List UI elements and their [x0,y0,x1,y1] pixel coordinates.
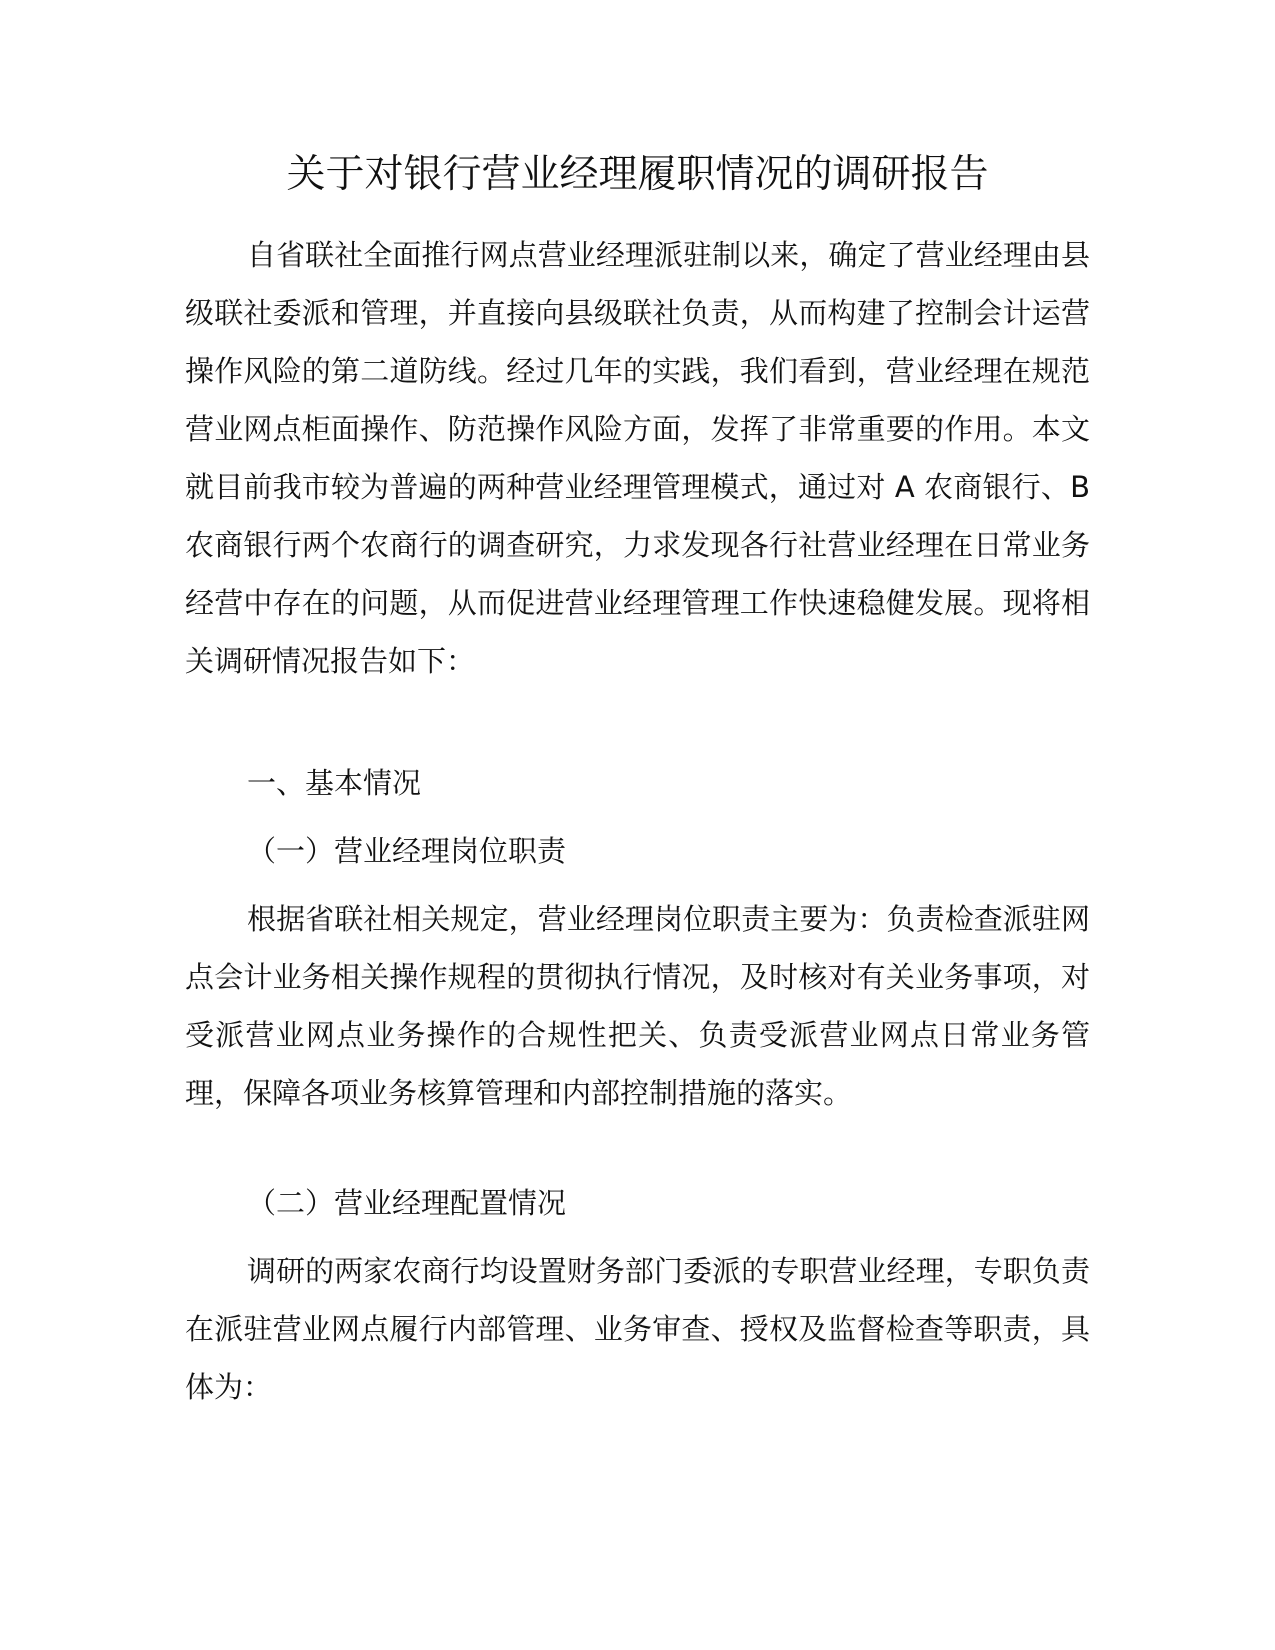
document-title: 关于对银行营业经理履职情况的调研报告 [286,152,989,197]
intro-paragraph: 自省联社全面推行网点营业经理派驻制以来，确定了营业经理由县级联社委派和管理，并直接向县级联社负责，从而构建了控制会计运营操作风险的第二道防线。经过几年的实践，我们看到，营业经理在规范营业网点柜面操作、防范操作风险方面，发挥了非常重要的作用。本文就目前我市较为普遍的两种营业经理管理模式，通过对 A 农商银行、B 农商银行两个农商行的调查研究，力求发现各行社营业经理在日常业务经营中存在的问题，从而促进营业经理管理工作快速稳健发展。现将相关调研情况报告如下： [185,238,1090,678]
subsection-heading-job-duties: （一）营业经理岗位职责 [247,834,567,868]
section-heading-basic-situation: 一、基本情况 [247,766,422,800]
subsection-heading-staffing: （二）营业经理配置情况 [247,1186,567,1220]
job-duties-paragraph: 根据省联社相关规定，营业经理岗位职责主要为：负责检查派驻网点会计业务相关操作规程的贯彻执行情况，及时核对有关业务事项，对受派营业网点业务操作的合规性把关、负责受派营业网点日常业务管理，保障各项业务核算管理和内部控制措施的落实。 [185,902,1090,1110]
staffing-paragraph: 调研的两家农商行均设置财务部门委派的专职营业经理，专职负责在派驻营业网点履行内部管理、业务审查、授权及监督检查等职责，具体为： [185,1254,1090,1404]
